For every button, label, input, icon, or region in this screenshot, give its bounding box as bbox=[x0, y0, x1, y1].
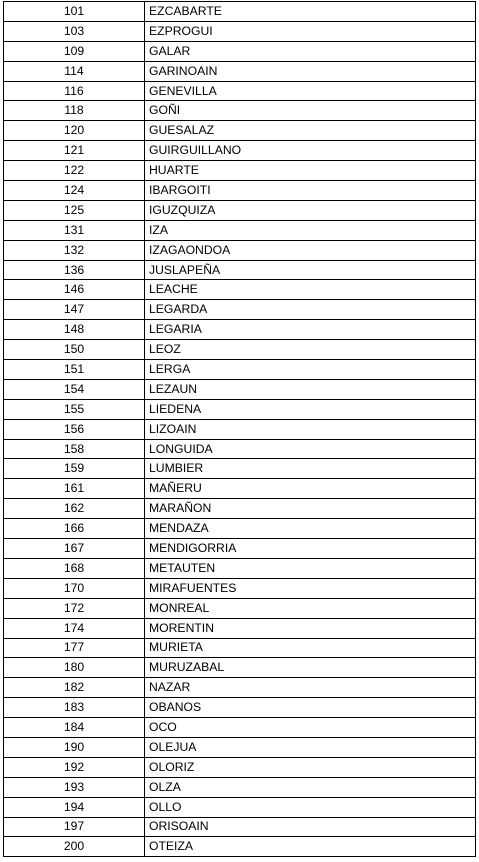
table-row bbox=[4, 280, 476, 300]
municipality-name-cell: EZCABARTE bbox=[145, 2, 476, 22]
municipality-name-cell: LEGARDA bbox=[145, 300, 476, 320]
municipality-code-cell: 197 bbox=[4, 817, 145, 837]
municipality-code-cell: 150 bbox=[4, 340, 145, 360]
table-row bbox=[4, 81, 476, 101]
municipality-name-cell: OLEJUA bbox=[145, 737, 476, 757]
municipality-name-cell: GALAR bbox=[145, 41, 476, 61]
table-row bbox=[4, 678, 476, 698]
municipality-code-cell: 183 bbox=[4, 698, 145, 718]
municipality-name-cell: OLLO bbox=[145, 797, 476, 817]
table-row bbox=[4, 121, 476, 141]
municipality-code-cell: 177 bbox=[4, 638, 145, 658]
table-row bbox=[4, 181, 476, 201]
municipality-name-cell: EZPROGUI bbox=[145, 21, 476, 41]
municipality-code-cell: 194 bbox=[4, 797, 145, 817]
municipality-code-cell: 190 bbox=[4, 737, 145, 757]
municipality-code-cell: 118 bbox=[4, 101, 145, 121]
municipality-name-cell: MURIETA bbox=[145, 638, 476, 658]
municipality-code-cell: 124 bbox=[4, 181, 145, 201]
municipality-code-cell: 159 bbox=[4, 459, 145, 479]
municipality-name-cell: NAZAR bbox=[145, 678, 476, 698]
municipality-name-cell: GUESALAZ bbox=[145, 121, 476, 141]
table-row bbox=[4, 101, 476, 121]
municipality-table bbox=[3, 1, 476, 857]
table-row bbox=[4, 439, 476, 459]
municipality-code-cell: 122 bbox=[4, 161, 145, 181]
municipality-name-cell: OLORIZ bbox=[145, 757, 476, 777]
table-row bbox=[4, 459, 476, 479]
table-row bbox=[4, 399, 476, 419]
municipality-name-cell: GUIRGUILLANO bbox=[145, 141, 476, 161]
municipality-code-cell: 125 bbox=[4, 200, 145, 220]
table-row bbox=[4, 61, 476, 81]
table-row bbox=[4, 260, 476, 280]
municipality-name-cell: METAUTEN bbox=[145, 558, 476, 578]
table-row bbox=[4, 618, 476, 638]
municipality-name-cell: GENEVILLA bbox=[145, 81, 476, 101]
table-row bbox=[4, 2, 476, 22]
municipality-code-cell: 174 bbox=[4, 618, 145, 638]
table-row bbox=[4, 638, 476, 658]
table-row bbox=[4, 479, 476, 499]
municipality-code-cell: 146 bbox=[4, 280, 145, 300]
municipality-code-cell: 136 bbox=[4, 260, 145, 280]
municipality-name-cell: MONREAL bbox=[145, 598, 476, 618]
table-row bbox=[4, 360, 476, 380]
table-row bbox=[4, 240, 476, 260]
municipality-name-cell: GARINOAIN bbox=[145, 61, 476, 81]
municipality-code-cell: 184 bbox=[4, 718, 145, 738]
table-row bbox=[4, 539, 476, 559]
municipality-name-cell: LEOZ bbox=[145, 340, 476, 360]
municipality-name-cell: JUSLAPEÑA bbox=[145, 260, 476, 280]
municipality-name-cell: LEZAUN bbox=[145, 379, 476, 399]
municipality-code-cell: 132 bbox=[4, 240, 145, 260]
table-row bbox=[4, 797, 476, 817]
municipality-code-cell: 116 bbox=[4, 81, 145, 101]
municipality-name-cell: MENDAZA bbox=[145, 519, 476, 539]
municipality-name-cell: MORENTIN bbox=[145, 618, 476, 638]
table-row bbox=[4, 519, 476, 539]
municipality-name-cell: OBANOS bbox=[145, 698, 476, 718]
table-row bbox=[4, 161, 476, 181]
table-row bbox=[4, 817, 476, 837]
municipality-name-cell: IBARGOITI bbox=[145, 181, 476, 201]
municipality-code-cell: 180 bbox=[4, 658, 145, 678]
table-row bbox=[4, 598, 476, 618]
municipality-code-cell: 170 bbox=[4, 578, 145, 598]
table-row bbox=[4, 141, 476, 161]
municipality-name-cell: MURUZABAL bbox=[145, 658, 476, 678]
municipality-name-cell: OLZA bbox=[145, 777, 476, 797]
table-row bbox=[4, 578, 476, 598]
municipality-name-cell: OTEIZA bbox=[145, 837, 476, 857]
table-row bbox=[4, 718, 476, 738]
table-row bbox=[4, 340, 476, 360]
table-row bbox=[4, 698, 476, 718]
municipality-code-cell: 131 bbox=[4, 220, 145, 240]
municipality-code-cell: 121 bbox=[4, 141, 145, 161]
municipality-name-cell: MENDIGORRIA bbox=[145, 539, 476, 559]
municipality-name-cell: LIZOAIN bbox=[145, 419, 476, 439]
municipality-code-cell: 120 bbox=[4, 121, 145, 141]
municipality-code-cell: 148 bbox=[4, 320, 145, 340]
table-row bbox=[4, 658, 476, 678]
table-row bbox=[4, 21, 476, 41]
municipality-name-cell: OCO bbox=[145, 718, 476, 738]
municipality-name-cell: GOÑI bbox=[145, 101, 476, 121]
municipality-code-cell: 162 bbox=[4, 499, 145, 519]
table-row bbox=[4, 757, 476, 777]
municipality-code-cell: 161 bbox=[4, 479, 145, 499]
table-row bbox=[4, 200, 476, 220]
municipality-name-cell: LIEDENA bbox=[145, 399, 476, 419]
municipality-name-cell: LEACHE bbox=[145, 280, 476, 300]
municipality-code-cell: 156 bbox=[4, 419, 145, 439]
municipality-name-cell: HUARTE bbox=[145, 161, 476, 181]
municipality-code-cell: 151 bbox=[4, 360, 145, 380]
table-row bbox=[4, 300, 476, 320]
municipality-code-cell: 192 bbox=[4, 757, 145, 777]
table-row bbox=[4, 419, 476, 439]
municipality-name-cell: LUMBIER bbox=[145, 459, 476, 479]
municipality-code-cell: 168 bbox=[4, 558, 145, 578]
municipality-code-cell: 200 bbox=[4, 837, 145, 857]
municipality-code-cell: 101 bbox=[4, 2, 145, 22]
table-row bbox=[4, 499, 476, 519]
municipality-name-cell: ORISOAIN bbox=[145, 817, 476, 837]
municipality-code-cell: 155 bbox=[4, 399, 145, 419]
table-row bbox=[4, 837, 476, 857]
municipality-name-cell: IZAGAONDOA bbox=[145, 240, 476, 260]
municipality-code-cell: 158 bbox=[4, 439, 145, 459]
table-row bbox=[4, 320, 476, 340]
municipality-name-cell: IZA bbox=[145, 220, 476, 240]
municipality-code-cell: 103 bbox=[4, 21, 145, 41]
municipality-code-cell: 167 bbox=[4, 539, 145, 559]
table-row bbox=[4, 777, 476, 797]
municipality-code-cell: 147 bbox=[4, 300, 145, 320]
table-body bbox=[4, 2, 476, 857]
municipality-code-cell: 109 bbox=[4, 41, 145, 61]
municipality-name-cell: MARAÑON bbox=[145, 499, 476, 519]
municipality-name-cell: LONGUIDA bbox=[145, 439, 476, 459]
municipality-code-cell: 154 bbox=[4, 379, 145, 399]
table-row bbox=[4, 41, 476, 61]
municipality-code-cell: 166 bbox=[4, 519, 145, 539]
municipality-name-cell: IGUZQUIZA bbox=[145, 200, 476, 220]
municipality-code-cell: 172 bbox=[4, 598, 145, 618]
municipality-name-cell: MIRAFUENTES bbox=[145, 578, 476, 598]
municipality-code-cell: 193 bbox=[4, 777, 145, 797]
municipality-code-cell: 114 bbox=[4, 61, 145, 81]
table-row bbox=[4, 220, 476, 240]
table-row bbox=[4, 737, 476, 757]
table-row bbox=[4, 558, 476, 578]
table-row bbox=[4, 379, 476, 399]
municipality-name-cell: LERGA bbox=[145, 360, 476, 380]
municipality-name-cell: LEGARIA bbox=[145, 320, 476, 340]
municipality-code-cell: 182 bbox=[4, 678, 145, 698]
municipality-name-cell: MAÑERU bbox=[145, 479, 476, 499]
